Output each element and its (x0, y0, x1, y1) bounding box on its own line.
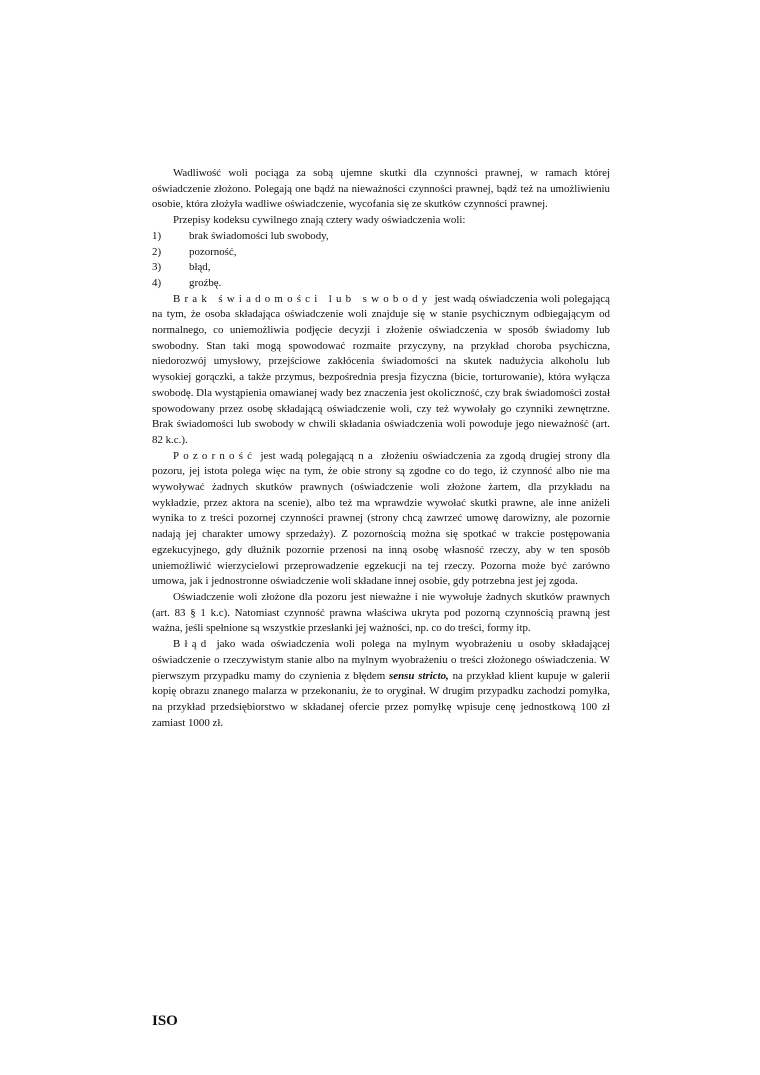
term-pozornosc: Pozorność (173, 449, 257, 462)
list-item-number: 4) (152, 276, 162, 289)
term-blad: Błąd (173, 638, 211, 651)
wady-list (152, 229, 610, 292)
paragraph-wady-list-intro: Przepisy kodeksu cywilnego znają cztery wady oświadczenia woli: (173, 214, 466, 227)
list-item (152, 260, 610, 276)
paragraph-blad-text-a: jako wada oświadczenia woli polega na mylnym wyobrażeniu u osoby składającej oświadczenie o rzeczywistym stanie albo na mylnym wyobrażeniu o treści złożonego oświadczenia. W pierwszym przypadku mamy do czynienia z błędem (152, 638, 610, 682)
list-item-number: 3) (152, 261, 162, 274)
document-body (152, 166, 610, 731)
list-item-text: pozorność, (189, 245, 237, 258)
paragraph-brak-swiadomosci (152, 292, 610, 449)
paragraph-blad-text-b: na przykład klient kupuje w galerii kopię obrazu znanego malarza w przekonaniu, że to oryginał. W drugim przypadku zachodzi pomyłka, na przykład przedsiębiorstwo w składanej ofercie przez pomyłkę wpisuje cenę jednostkową 100 zł zamiast 1000 zł. (152, 669, 611, 729)
paragraph-pozornosc-text-a: jest wadą polegającą (256, 449, 359, 462)
list-item (152, 229, 610, 245)
term-na: na (358, 449, 377, 462)
list-item-text: groźbę. (189, 276, 222, 289)
term-sensu-stricto: sensu stricto, (389, 669, 449, 682)
paragraph-intro: Wadliwość woli pociąga za sobą ujemne skutki dla czynności prawnej, w ramach której oświadczenie złożono. Polegają one bądź na nieważności czynności prawnej, bądź też na umożliwieniu osobie, która złożyła wadliwe oświadczenie, wycofania się ze skutków czynności prawnej. (152, 167, 610, 211)
list-item-text: błąd, (189, 261, 211, 274)
list-item-number: 1) (152, 229, 162, 242)
term-brak-swiadomosci: Brak świadomości lub swobody (173, 292, 432, 305)
paragraph-oswiadczenie-pozorne: Oświadczenie woli złożone dla pozoru jest nieważne i nie wywołuje żadnych skutków prawnych (art. 83 § 1 k.c). Natomiast czynność prawna właściwa ukryta pod pozorną czynnością prawną jest ważna, jeśli spełnione są wszystkie przesłanki jej ważności, np. co do treści, formy itp. (152, 590, 610, 635)
paragraph-pozornosc (152, 449, 610, 590)
list-item-number: 2) (152, 245, 162, 258)
footer-logo-text: ISO (152, 1013, 178, 1029)
list-item-text: brak świadomości lub swobody, (189, 229, 329, 242)
paragraph-brak-text: jest wadą oświadczenia woli polegającą na tym, że osoba składająca oświadczenie woli znajduje się w stanie psychicznym odbiegającym od normalnego, co uniemożliwia podjęcie decyzji i złożenie oświadczenia w sposób świadomy lub swobodny. Stan taki mogą spowodować rozmaite przyczyny, na przykład choroba psychiczna, niedorozwój umysłowy, przejściowe zakłócenia świadomości na skutek nadużycia alkoholu lub wysokiej gorączki, a także przymus, bezpośrednia presja fizyczna (bicie, torturowanie), która wyłącza swobodę. Dla wystąpienia omawianej wady bez znaczenia jest okoliczność, czy brak świadomości został spowodowany przez osobę składającą oświadczenie woli, czy też wywołały go czynniki zewnętrzne. Brak świadomości lub swobody w chwili składania oświadczenia woli powoduje jego nieważność (art. 82 k.c.). (152, 292, 610, 446)
paragraph-blad (152, 637, 610, 731)
paragraph-pozornosc-text-b: złożeniu oświadczenia za zgodą drugiej strony dla pozoru, jej istota polega więc na tym, że obie strony są zgodne co do tego, iż czynność albo nie ma wywoływać żadnych skutków prawnych (oświadczenie woli złożone żartem, dla przykładu na wykładzie, przez aktora na scenie), albo też ma wprawdzie wywołać skutki prawne, ale inne aniżeli wynika to z treści pozornej czynności prawnej (strony chcą zawrzeć umowę darowizny, ale pozornie nadają jej charakter umowy sprzedaży). Z pozornością można się spotkać w trakcie postępowania egzekucyjnego, gdy dłużnik pozornie przenosi na inną osobę własność rzeczy, aby w ten sposób uniemożliwić wierzycielowi przeprowadzenie egzekucji na tej rzeczy. Pozorna może być zarówno umowa, jak i jednostronne oświadczenie woli składane innej osobie, gdy potrzebna jest jej zgoda. (152, 449, 610, 588)
list-item (152, 276, 610, 292)
list-item (152, 245, 610, 261)
